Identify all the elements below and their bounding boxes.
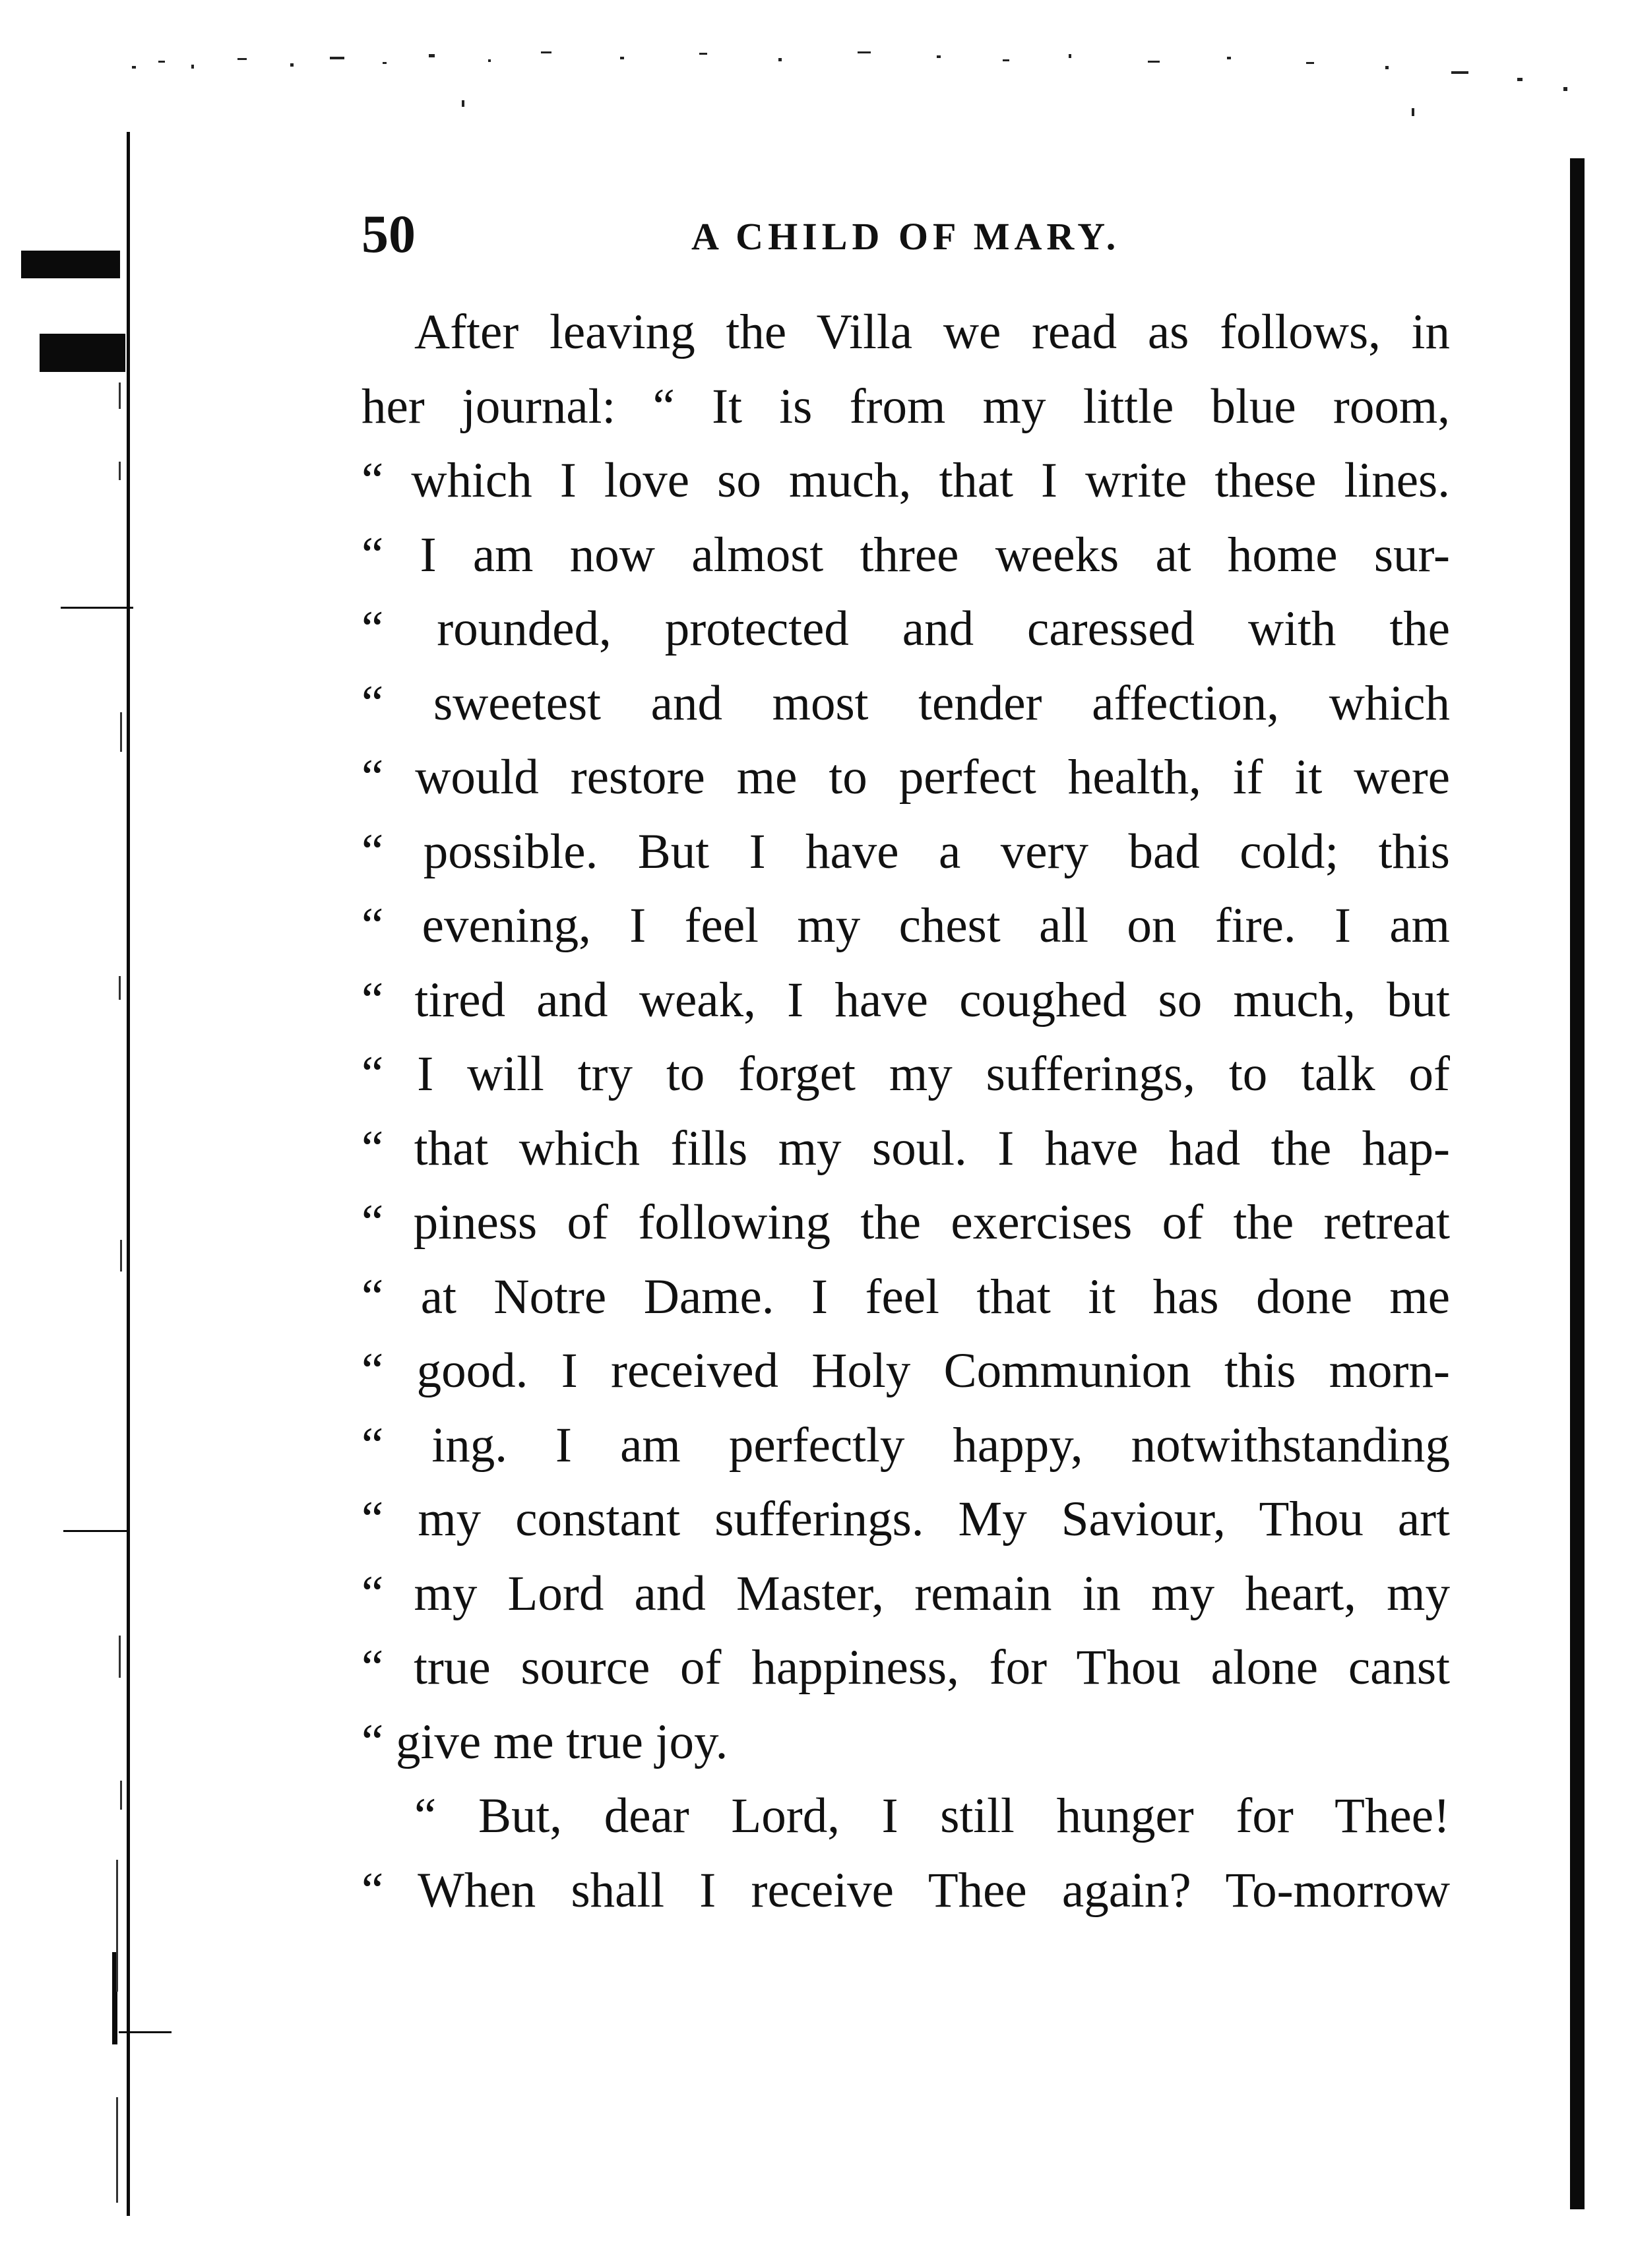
scan-noise-top [119, 40, 1596, 119]
text-line: “ possible. But I have a very bad cold; this [361, 824, 1450, 879]
text-line: “ piness of following the exercises of the retreat [361, 1195, 1450, 1250]
text-line: “ rounded, protected and caressed with the [361, 601, 1450, 656]
text-line: “ true source of happiness, for Thou alone canst [361, 1640, 1450, 1695]
text-line: “ would restore me to perfect health, if it were [361, 750, 1450, 805]
page-header [361, 198, 1450, 270]
text-line: “ When shall I receive Thee again? To-morrow [361, 1862, 1450, 1918]
page-number: 50 [361, 204, 416, 264]
text-line: “ good. I received Holy Communion this morn- [361, 1343, 1450, 1398]
running-title: A CHILD OF MARY. [691, 215, 1121, 258]
text-line: her journal: “ It is from my little blue room, [361, 379, 1450, 434]
text-line: “ give me true joy. [361, 1714, 728, 1769]
text-line: “ I will try to forget my sufferings, to talk of [361, 1047, 1450, 1101]
text-line: “ my Lord and Master, remain in my heart, my [361, 1566, 1450, 1621]
text-line: “ ing. I am perfectly happy, notwithstanding [361, 1417, 1450, 1473]
text-line: “ evening, I feel my chest all on fire. I am [361, 898, 1450, 953]
text-line: “ But, dear Lord, I still hunger for Thee! [414, 1789, 1450, 1843]
body-text [361, 295, 1450, 1928]
text-line: “ that which fills my soul. I have had the hap- [361, 1120, 1450, 1176]
text-line: “ which I love so much, that I write these lines. [361, 453, 1450, 508]
text-line: “ at Notre Dame. I feel that it has done me [361, 1269, 1450, 1324]
text-line: “ sweetest and most tender affection, which [361, 675, 1450, 731]
text-line: “ my constant sufferings. My Saviour, Thou art [361, 1492, 1450, 1547]
text-line: “ I am now almost three weeks at home sur- [361, 527, 1450, 582]
page-edge-shadow [1570, 158, 1585, 2209]
text-line: After leaving the Villa we read as follows, in [414, 305, 1450, 359]
text-line: “ tired and weak, I have coughed so much, but [361, 972, 1450, 1027]
binding-edge-marks [0, 119, 172, 2255]
